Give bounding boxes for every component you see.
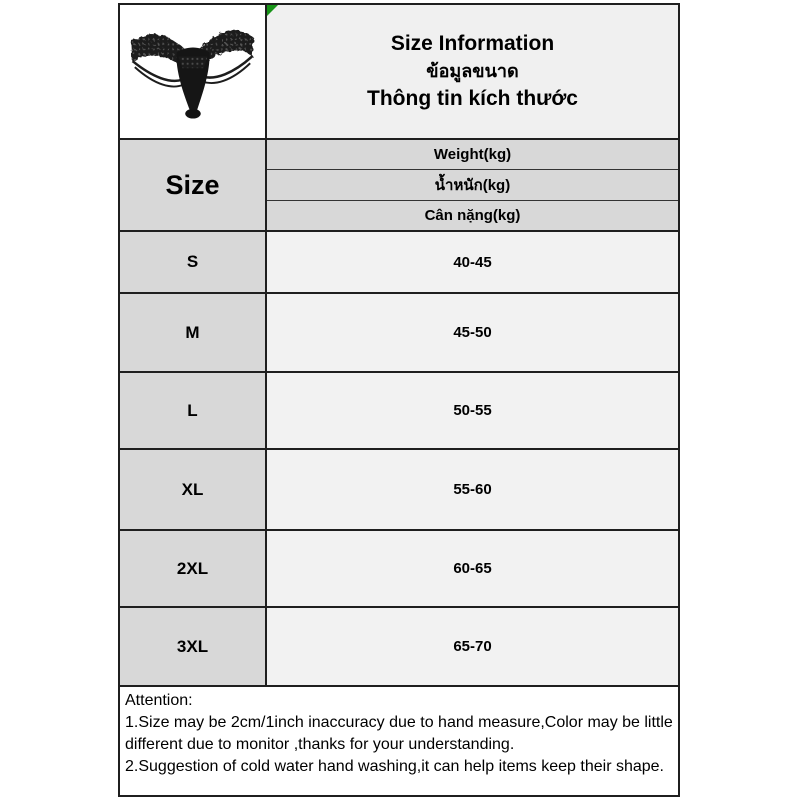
title-thai: ข้อมูลขนาด <box>426 61 519 82</box>
size-cell: S <box>120 232 265 292</box>
product-image-cell <box>120 5 265 138</box>
table-row-3xl <box>120 606 678 685</box>
green-corner-marker <box>267 5 278 16</box>
table-row-m <box>120 292 678 371</box>
table-header-row <box>120 5 678 138</box>
table-row-l <box>120 371 678 448</box>
size-column-header: Size <box>120 140 265 230</box>
title-english: Size Information <box>390 32 555 55</box>
lace-thong-image <box>122 8 263 135</box>
attention-note-2: 2.Suggestion of cold water hand washing,it can help items keep their shape. <box>125 758 664 775</box>
size-cell: L <box>120 373 265 448</box>
table-row-xl <box>120 448 678 529</box>
size-cell: XL <box>120 450 265 529</box>
weight-cell: 45-50 <box>265 294 678 371</box>
table-row-s <box>120 230 678 292</box>
attention-title: Attention: <box>125 692 193 709</box>
size-cell: 2XL <box>120 531 265 606</box>
title-cell <box>265 5 678 138</box>
title-vietnamese: Thông tin kích thước <box>367 86 578 110</box>
table-row-2xl <box>120 529 678 606</box>
weight-header-th: น้ำหนัก(kg) <box>267 169 678 199</box>
column-header-row <box>120 138 678 230</box>
size-cell: M <box>120 294 265 371</box>
weight-cell: 55-60 <box>265 450 678 529</box>
size-table <box>118 3 680 797</box>
size-cell: 3XL <box>120 608 265 685</box>
weight-cell: 40-45 <box>265 232 678 292</box>
center-panel <box>176 48 209 119</box>
attention-note-1: 1.Size may be 2cm/1inch inaccuracy due to hand measure,Color may be little different due to monitor ,thanks for your understanding. <box>125 714 673 753</box>
weight-cell: 60-65 <box>265 531 678 606</box>
weight-cell: 50-55 <box>265 373 678 448</box>
weight-header-en: Weight(kg) <box>267 140 678 169</box>
weight-cell: 65-70 <box>265 608 678 685</box>
weight-column-header <box>265 140 678 230</box>
weight-header-vi: Cân nặng(kg) <box>267 200 678 230</box>
attention-note <box>120 685 678 795</box>
